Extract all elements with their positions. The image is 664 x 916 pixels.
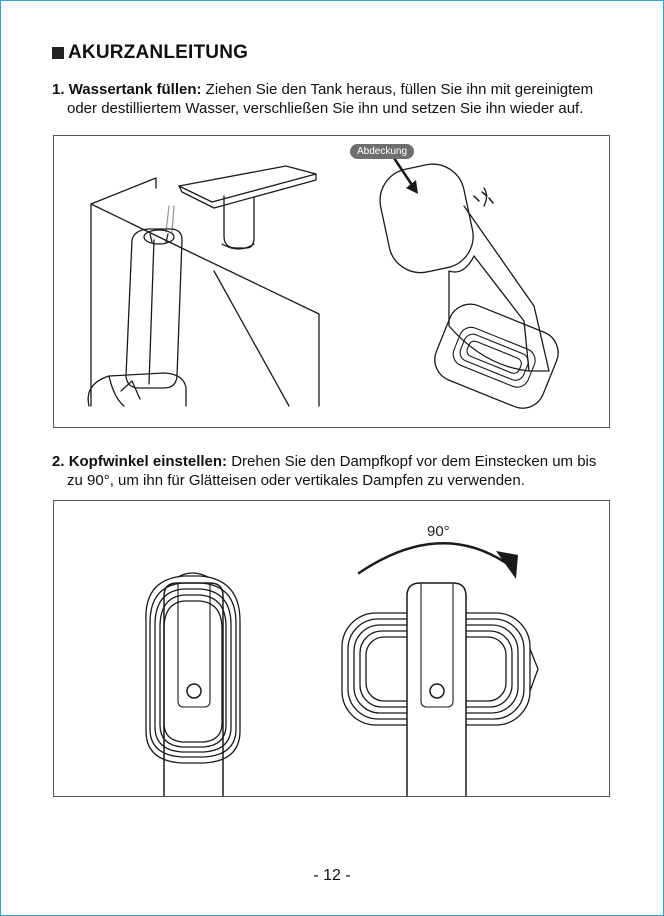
step-2-text-line1: Drehen Sie den Dampfkopf vor dem Einstecken um bis <box>227 453 597 470</box>
step-1 <box>52 80 652 118</box>
page-number: - 12 - <box>313 867 351 884</box>
step-1-text-line2: oder destilliertem Wasser, verschließen Sie ihn und setzen Sie ihn wieder auf. <box>67 100 584 117</box>
page-title <box>52 42 248 64</box>
handle-left <box>164 583 223 796</box>
figure-fill-water-tank <box>53 135 610 428</box>
step-2 <box>52 452 652 490</box>
head-vertical <box>146 573 240 763</box>
step-1-number: 1. <box>52 81 65 98</box>
step-2-text-line2: zu 90°, um ihn für Glätteisen oder vertikales Dampfen zu verwenden. <box>67 472 525 489</box>
steamer-tank-illustration <box>54 136 609 427</box>
callout-label-cover: Abdeckung <box>350 144 414 159</box>
steamer-base <box>88 373 186 406</box>
rotation-arrow <box>359 543 506 573</box>
head-rotation-illustration <box>54 501 609 796</box>
faucet <box>179 166 316 248</box>
angle-label: 90° <box>427 523 450 540</box>
callout-arrow <box>394 158 414 188</box>
figure-head-angle <box>53 500 610 797</box>
handle-right <box>407 583 466 796</box>
step-2-heading: Kopfwinkel einstellen: <box>68 453 228 470</box>
square-bullet-icon <box>52 47 64 59</box>
steamer-head-cover <box>374 158 479 278</box>
step-1-heading: Wassertank füllen: <box>68 81 202 98</box>
page-title-text: AKURZANLEITUNG <box>68 42 249 63</box>
step-2-number: 2. <box>52 453 65 470</box>
sink-outline <box>91 178 319 406</box>
step-1-text-line1: Ziehen Sie den Tank heraus, füllen Sie ihn mit gereinigtem <box>201 81 594 98</box>
